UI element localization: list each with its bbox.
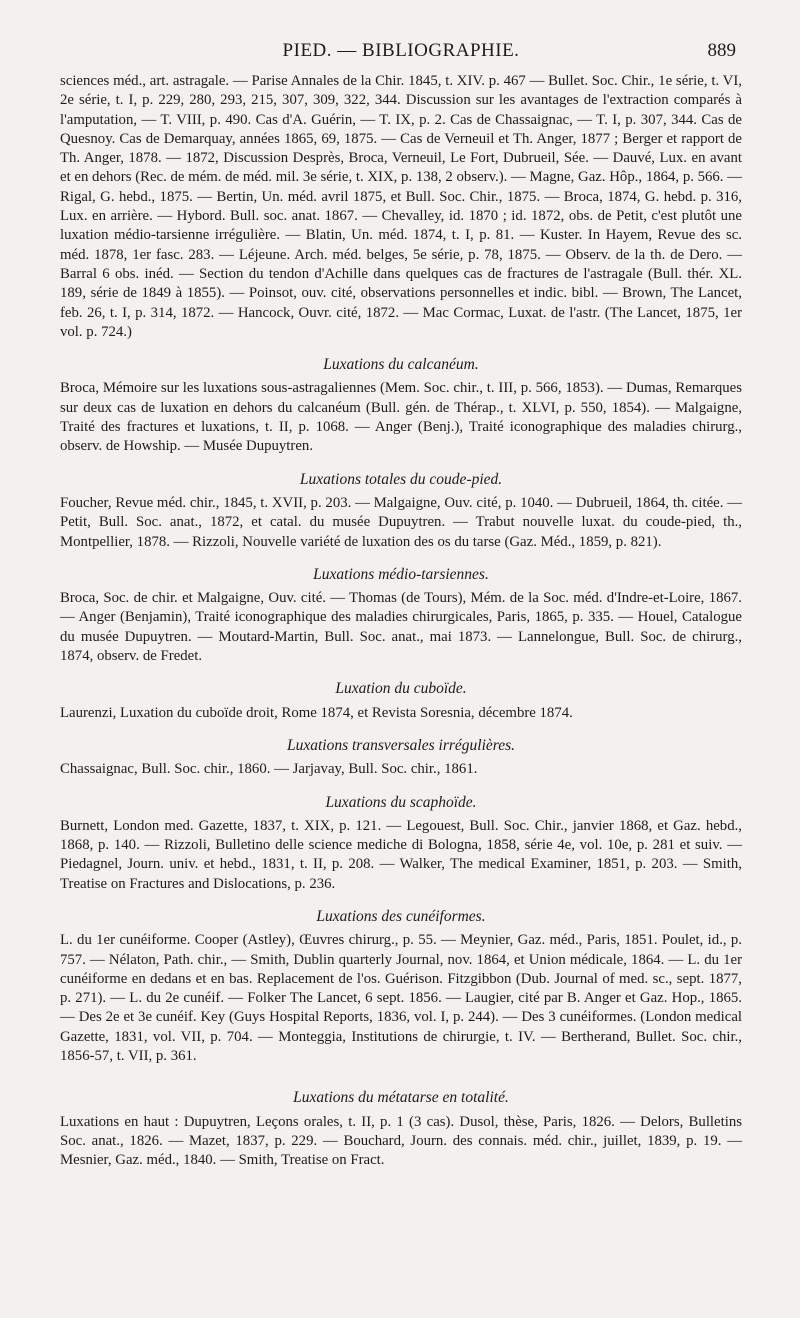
section-paragraph-astragale: sciences méd., art. astragale. — Parise Annales de la Chir. 1845, t. XIV. p. 467 — Bullet. Soc. Chir., 1e série, t. VI, 2e série, t. I, p. 229, 280, 293, 215, 307, 309, 322, 344. Discussion sur les avantages de l'extraction comparés à l'amputation, — T. VIII, p. 490. Cas d'A. Guérin, — T. IX, p. 2. Cas de Chassaignac, — T. I, p. 307, 344. Cas de Quesnoy. Cas de Demarquay, années 1865, 69, 1875. — Cas de Verneuil et Th. Anger, 1877 ; Berger et rapport de Th. Anger, 1878. — 1872, Discussion Desprès, Broca, Verneuil, Le Fort, Dubrueil, Sée. — Dauvé, Lux. en avant et en dehors (Rec. de mém. de méd. mil. 3e série, t. XIX, p. 138, 2 observ.). — Magne, Gaz. Hôp., 1864, p. 566. — Rigal, G. hebd., 1875. — Bertin, Un. méd. avril 1875, et Bull. Soc. Chir., 1875. — Broca, 1874, G. hebd. p. 316, Lux. en arrière. — Hybord. Bull. soc. anat. 1867. — Chevalley, id. 1870 ; id. 1872, obs. de Petit, c'est plutôt une luxation médio-tarsienne irrégulière. — Blatin, Un. méd. 1874, t. I, p. 81. — Kuster. In Hayem, Revue des sc. méd. 1878, 1er fasc. 283. — Léjeune. Arch. méd. belges, 5e série, p. 78, 1875. — Observ. de la th. de Dero. — Barral 6 obs. inéd. — Section du tendon d'Achille dans quelques cas de fractures de l'astragale (Bull. thér. XL. 189, série de 1849 à 1855). — Poinsot, ouv. cité, observations personnelles et indic. bibl. — Brown, The Lancet, feb. 26, t. I, p. 314, 1872. — Hancock, Ouvr. cité, 1872. — Mac Cormac, Luxat. de l'astr. (The Lancet, 1875, 1er vol. p. 724.) (60, 73, 743, 340)
bibliography-body (60, 72, 742, 1171)
section-paragraph-cuboide: Laurenzi, Luxation du cuboïde droit, Rome 1874, et Revista Soresnia, décembre 1874. (60, 704, 573, 721)
section-heading-coude-pied: Luxations totales du coude-pied. (299, 470, 503, 488)
section-paragraph-coude-pied: Foucher, Revue méd. chir., 1845, t. XVII, p. 203. — Malgaigne, Ouv. cité, p. 1040. — Dubrueil, 1864, th. citée. — Petit, Bull. Soc. anat., 1872, et catal. du musée Dupuytren. — Trabut nouvelle luxat. du coude-pied, th., Montpellier, 1878. — Rizzoli, Nouvelle variété de luxation des os du tarse (Gaz. Méd., 1859, p. 821). (60, 494, 742, 550)
running-head-title: PIED. — BIBLIOGRAPHIE. (282, 40, 520, 61)
section-heading-medio-tarsiennes: Luxations médio-tarsiennes. (313, 565, 489, 583)
section-paragraph-metatarse: Luxations en haut : Dupuytren, Leçons orales, t. II, p. 1 (3 cas). Dusol, thèse, Paris, 1826. — Delors, Bulletins Soc. anat., 1826. — Mazet, 1837, p. 229. — Bouchard, Journ. des connais. méd. chir., juillet, 1839, p. 19. — Mesnier, Gaz. méd., 1840. — Smith, Treatise on Fract. (60, 1113, 742, 1169)
section-heading-scaphoide: Luxations du scaphoïde. (325, 793, 477, 811)
page-number: 889 (707, 40, 736, 61)
section-paragraph-transversales: Chassaignac, Bull. Soc. chir., 1860. — Jarjavay, Bull. Soc. chir., 1861. (60, 761, 478, 778)
section-heading-cuboide: Luxation du cuboïde. (335, 680, 467, 698)
running-head (60, 40, 742, 72)
section-heading-metatarse: Luxations du métatarse en totalité. (293, 1089, 509, 1107)
section-paragraph-medio-tarsiennes: Broca, Soc. de chir. et Malgaigne, Ouv. cité. — Thomas (de Tours), Mém. de la Soc. méd. d'Indre-et-Loire, 1867. — Anger (Benjamin), Traité iconographique des maladies chirurgicales, Paris, 1865, p. 335. — Houel, Catalogue du musée Dupuytren. — Moutard-Martin, Bull. Soc. anat., mai 1873. — Lannelongue, Bull. Soc. de chirurg., 1874, observ. de Fredet. (60, 590, 742, 665)
section-heading-transversales: Luxations transversales irrégulières. (286, 736, 516, 754)
section-paragraph-cuneiformes: L. du 1er cunéiforme. Cooper (Astley), Œuvres chirurg., p. 55. — Meynier, Gaz. méd., Paris, 1851. Poulet, id., p. 757. — Nélaton, Path. chir., — Smith, Dublin quarterly Journal, nov. 1864, et Union médicale, 1864. — L. du 1er cunéiforme en dedans et en bas. Replacement de l'os. Guérison. Fitzgibbon (Dub. Journal of med. sc., sept. 1877, p. 271). — L. du 2e cunéif. — Folker The Lancet, 6 sept. 1856. — Laugier, cité par B. Anger et Gaz. Hop., 1865. — Des 2e et 3e cunéif. Key (Guys Hospital Reports, 1836, vol. I, p. 244). — Des 3 cunéiformes. (London medical Gazette, 1831, vol. VII, p. 704. — Monteggia, Institutions de chirurgie, t. IV. — Bertherand, Bullet. Soc. chir., 1856-57, t. VII, p. 361. (60, 932, 742, 1065)
section-heading-cuneiformes: Luxations des cunéiformes. (316, 907, 486, 925)
section-paragraph-calcaneum: Broca, Mémoire sur les luxations sous-astragaliennes (Mem. Soc. chir., t. III, p. 566, 1853). — Dumas, Remarques sur deux cas de luxation en dehors du calcanéum (Bull. gén. de Thérap., t. XLVI, p. 550, 1854). — Malgaigne, Traité des fractures et luxations, t. II, p. 1068. — Anger (Benj.), Traité iconographique des maladies chirurg., observ. de Howship. — Musée Dupuytren. (60, 380, 742, 455)
section-paragraph-scaphoide: Burnett, London med. Gazette, 1837, t. XIX, p. 121. — Legouest, Bull. Soc. Chir., janvier 1868, et Gaz. hebd., 1868, p. 140. — Rizzoli, Bulletino delle science mediche di Bologna, 1858, série 4e, vol. 10e, p. 281 et suiv. — Piedagnel, Journ. univ. et hebd., 1831, t. II, p. 208. — Walker, The medical Examiner, 1851, p. 203. — Smith, Treatise on Fractures and Dislocations, p. 236. (60, 817, 742, 892)
section-heading-calcaneum: Luxations du calcanéum. (323, 356, 479, 374)
